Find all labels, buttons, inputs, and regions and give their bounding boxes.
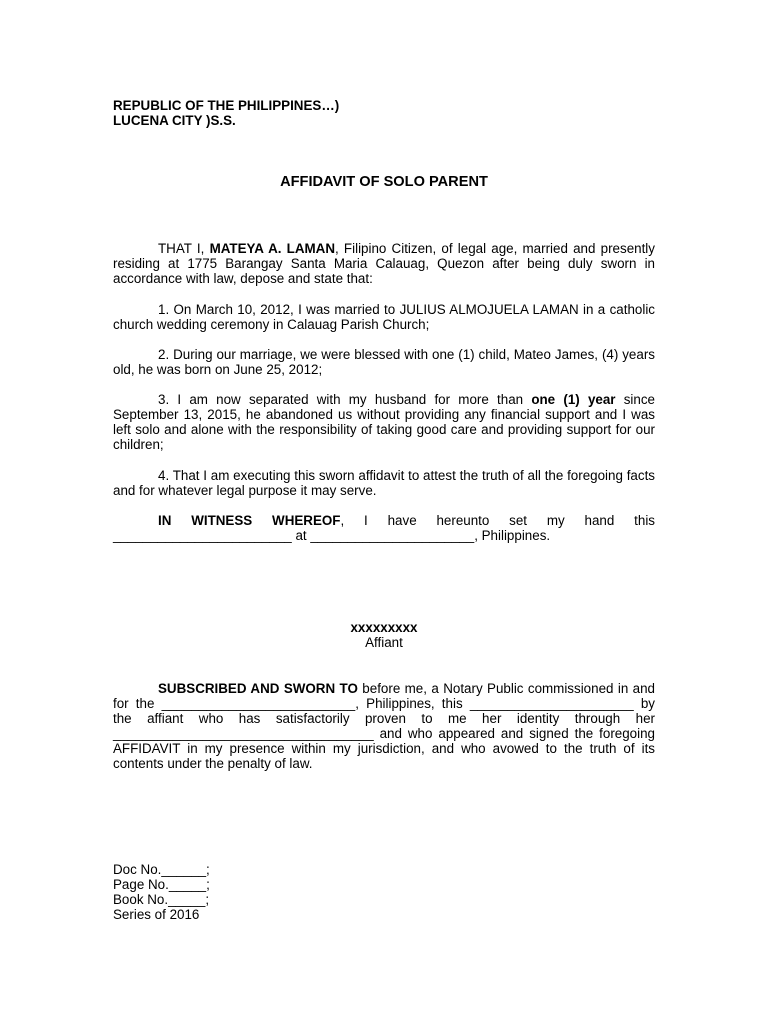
witness-end: , Philippines. [474,528,551,543]
jurat-text-4: and who appeared and signed the foregoing AFFIDAVIT in my presence within my jurisdiction, and who avowed to the truth of its contents under the penalty of law. [113,726,655,771]
jurat-date-blank[interactable]: ______________________ [469,696,634,711]
affiant-label: Affiant [365,635,403,650]
series-year: Series of 2016 [113,907,200,922]
statement-item-2 [113,347,655,377]
statement-item-3-text-b: since September 13, 2015, he abandoned us without providing any financial support and I was left solo and alone with the responsibility of taking good care and providing support for our children; [113,392,656,452]
affiant-signature-block [113,620,655,650]
affiant-name: MATEYA A. LAMAN [209,241,336,256]
statement-item-4-text: 4. That I am executing this sworn affidavit to attest the truth of all the foregoing facts and for whatever legal purpose it may serve. [113,468,655,498]
statement-item-1 [113,302,655,332]
jurat-text-3: by the affiant who has satisfactorily proven to me her identity through her [113,696,655,726]
statement-item-3-text-a: 3. I am now separated with my husband for more than [158,392,532,407]
notarial-register [113,862,655,922]
page-number: Page No._____; [113,877,210,892]
venue-line-city: LUCENA CITY )S.S. [113,113,236,128]
statement-item-3 [113,392,655,452]
intro-paragraph [113,241,655,286]
witness-place-blank[interactable]: ______________________ [310,528,475,543]
statement-item-3-bold: one (1) year [531,392,616,407]
doc-number: Doc No.______; [113,862,210,877]
statement-item-1-text: 1. On March 10, 2012, I was married to JULIUS ALMOJUELA LAMAN in a catholic church wedding ceremony in Calauag Parish Church; [113,302,655,332]
jurat-id-blank[interactable]: ___________________________________ [113,726,374,741]
venue-header [113,98,655,128]
statement-item-4 [113,468,655,498]
statement-item-2-text: 2. During our marriage, we were blessed with one (1) child, Mateo James, (4) years old, he was born on June 25, 2012; [113,347,655,377]
intro-rest: , Filipino Citizen, of legal age, married and presently residing at 1775 Barangay Santa Maria Calauag, Quezon after being duly sworn in accordance with law, depose and state that: [113,241,655,286]
witness-paragraph [113,513,655,543]
witness-at: at [291,528,311,543]
witness-date-blank[interactable]: ________________________ [113,528,292,543]
book-number: Book No._____; [113,892,210,907]
jurat-paragraph [113,681,655,771]
venue-line-republic: REPUBLIC OF THE PHILIPPINES…) [113,98,340,113]
jurat-text-2: , Philippines, this [355,696,470,711]
affiant-signature-name: xxxxxxxxx [350,620,418,635]
witness-heading: IN WITNESS WHEREOF [158,513,341,528]
intro-start: THAT I, [158,241,210,256]
jurat-text-1: before me, a Notary Public commissioned in and for the [113,681,656,711]
document-title: AFFIDAVIT OF SOLO PARENT [280,174,488,190]
witness-text: , I have hereunto set my hand this [340,513,655,528]
jurat-heading: SUBSCRIBED AND SWORN TO [158,681,358,696]
jurat-jurisdiction-blank[interactable]: __________________________ [161,696,356,711]
